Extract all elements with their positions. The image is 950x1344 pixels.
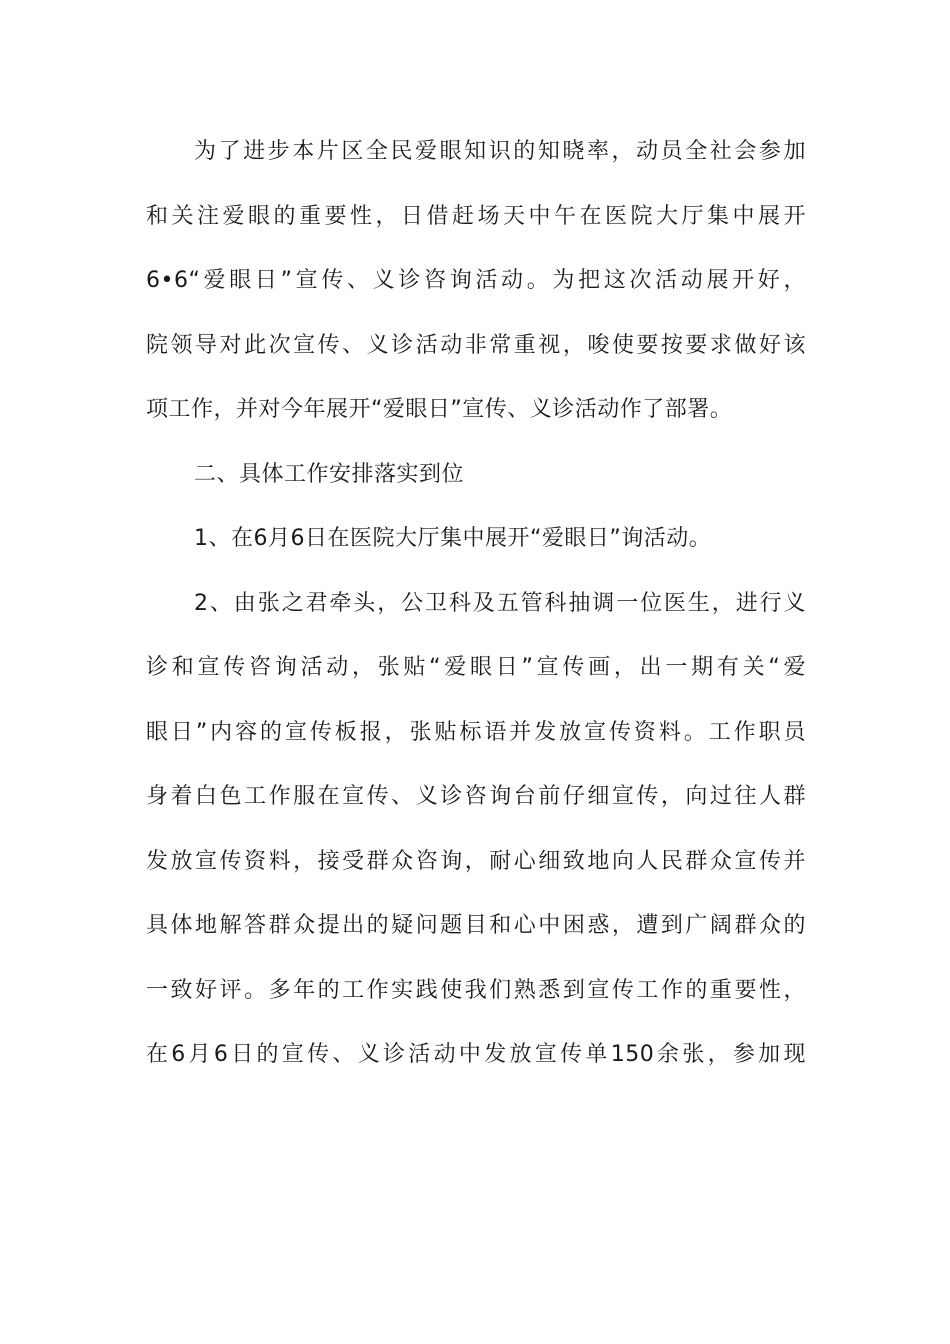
- paragraph-line: 眼日”内容的宣传板报，张贴标语并发放宣传资料。工作职员: [146, 719, 806, 745]
- paragraph-line: 诊和宣传咨询活动，张贴“爱眼日”宣传画，出一期有关“爱: [146, 655, 806, 680]
- paragraph-line: 1、在6月6日在医院大厅集中展开“爱眼日”询活动。: [194, 526, 712, 551]
- paragraph-line: 一致好评。多年的工作实践使我们熟悉到宣传工作的重要性，: [146, 977, 806, 1003]
- paragraph-line: 在6月6日的宣传、义诊活动中发放宣传单150余张，参加现: [146, 1042, 806, 1067]
- section-heading: 二、具体工作安排落实到位: [194, 461, 465, 487]
- paragraph-line: 为了进步本片区全民爱眼知识的知晓率，动员全社会参加: [194, 139, 806, 164]
- paragraph-line: 身着白色工作服在宣传、义诊咨询台前仔细宣传，向过往人群: [146, 784, 806, 809]
- paragraph-line: 2、由张之君牵头，公卫科及五管科抽调一位医生，进行义: [194, 590, 806, 616]
- paragraph-line: 具体地解答群众提出的疑问题目和心中困惑，遭到广阔群众的: [146, 913, 806, 938]
- document-body: [146, 130, 806, 1098]
- paragraph-line: 发放宣传资料，接受群众咨询，耐心细致地向人民群众宣传并: [146, 848, 806, 874]
- paragraph-line: 和关注爱眼的重要性，日借赶场天中午在医院大厅集中展开: [146, 203, 806, 229]
- paragraph-line: 6•6“爱眼日”宣传、义诊咨询活动。为把这次活动展开好，: [146, 268, 806, 293]
- paragraph-line: 项工作，并对今年展开“爱眼日”宣传、义诊活动作了部署。: [146, 397, 733, 422]
- paragraph-line: 院领导对此次宣传、义诊活动非常重视，唆使要按要求做好该: [146, 332, 806, 358]
